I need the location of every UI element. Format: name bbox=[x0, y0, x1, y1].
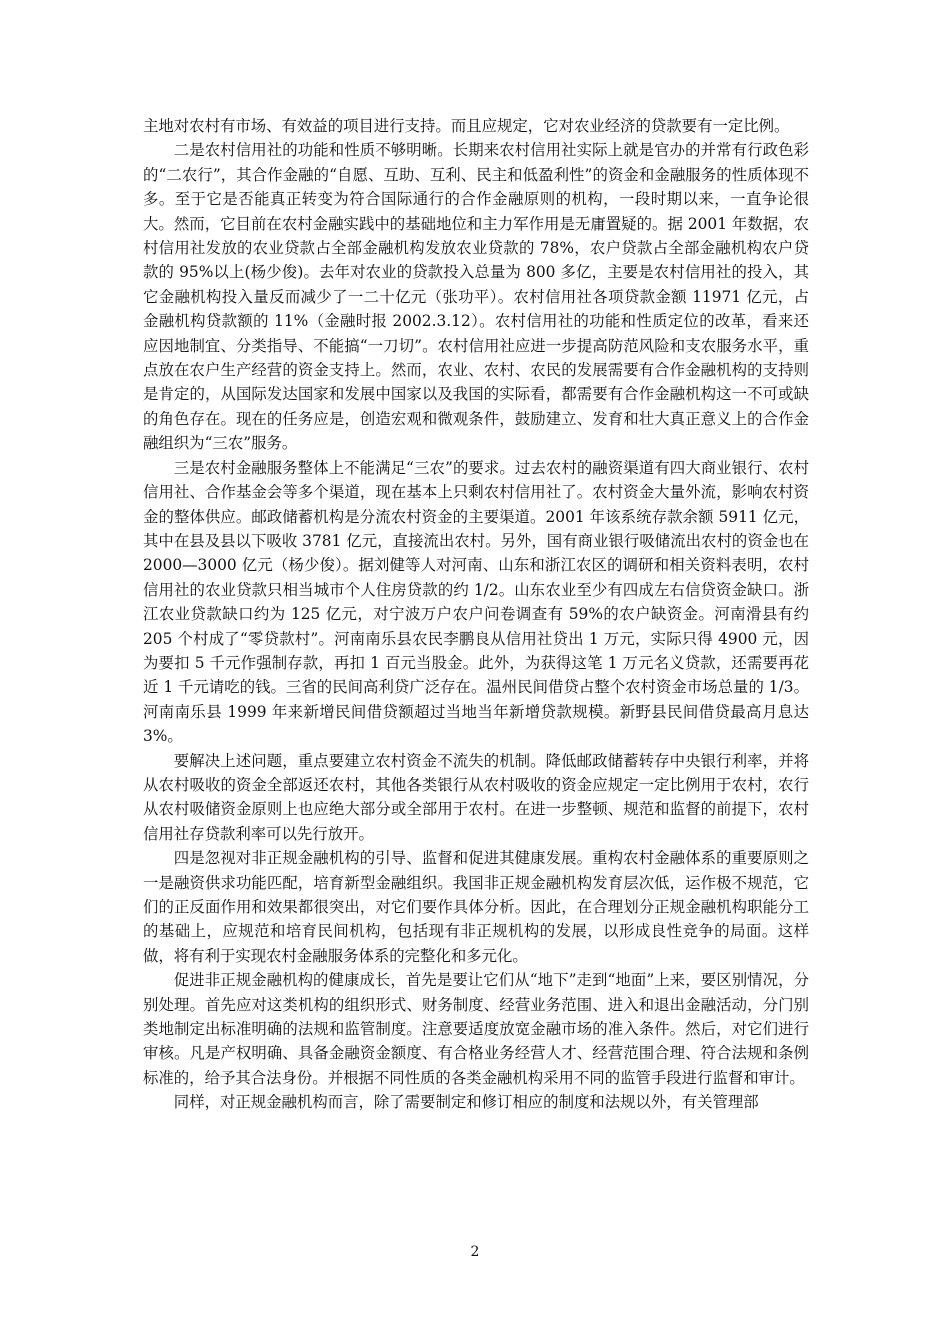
page-number: 2 bbox=[470, 1244, 480, 1260]
paragraph-credit-cooperatives: 二是农村信用社的功能和性质不够明晰。长期来农村信用社实际上就是官办的并常有行政色彩的“二农行”，其合作金融的“自愿、互助、互利、民主和低盈利性”的资金和金融服务的性质体现不多。至于它是否能真正转变为符合国际通行的合作金融原则的机构，一段时期以来，一直争论很大。然而，它目前在农村金融实践中的基础地位和主力军作用是无庸置疑的。据 2001 年数据，农村信用社发放的农业贷款占全部金融机构发放农业贷款的 78%，农户贷款占全部金融机构农户贷款的 95%以上(杨少俊)。去年对农业的贷款投入总量为 800 多亿，主要是农村信用社的投入，其它金融机构投入量反而减少了一二十亿元（张功平）。农村信用社各项贷款金额 11971 亿元，占金融机构贷款额的 11%（金融时报 2002.3.12）。农村信用社的功能和性质定位的改革，看来还应因地制宜、分类指导、不能搞“一刀切”。农村信用社应进一步提高防范风险和支农服务水平，重点放在农户生产经营的资金支持上。然而，农业、农村、农民的发展需要有合作金融机构的支持则是肯定的，从国际发达国家和发展中国家以及我国的实际看，都需要有合作金融机构这一不可或缺的角色存在。现在的任务应是，创造宏观和微观条件，鼓励建立、发育和壮大真正意义上的合作金融组织为“三农”服务。 bbox=[143, 141, 809, 453]
paragraph-continuation: 主地对农村有市场、有效益的项目进行支持。而且应规定，它对农业经济的贷款要有一定比例。 bbox=[143, 117, 790, 135]
body-text bbox=[143, 114, 809, 1115]
paragraph-rural-finance-services: 三是农村金融服务整体上不能满足“三农”的要求。过去农村的融资渠道有四大商业银行、农村信用社、合作基金会等多个渠道，现在基本上只剩农村信用社了。农村资金大量外流，影响农村资金的整体供应。邮政储蓄机构是分流农村资金的主要渠道。2001 年该系统存款余额 5911 亿元，其中在县及县以下吸收 3781 亿元，直接流出农村。另外，国有商业银行吸储流出农村的资金也在 2000—3000 亿元（杨少俊）。据刘健等人对河南、山东和浙江农区的调研和相关资料表明，农村信用社的农业贷款只相当城市个人住房贷款的约 1/2。山东农业至少有四成左右信贷资金缺口。浙江农业贷款缺口约为 125 亿元，对宁波万户农户问卷调查有 59%的农户缺资金。河南滑县有约 205 个村成了“零贷款村”。河南南乐县农民李鹏良从信用社贷出 1 万元，实际只得 4900 元，因为要扣 5 千元作强制存款，再扣 1 百元当股金。此外，为获得这笔 1 万元名义贷款，还需要再花近 1 千元请吃的钱。三省的民间高利贷广泛存在。温州民间借贷占整个农村资金市场总量的 1/3。河南南乐县 1999 年来新增民间借贷额超过当地当年新增贷款规模。新野县民间借贷最高月息达 3%。 bbox=[143, 458, 809, 746]
paragraph-informal-finance: 四是忽视对非正规金融机构的引导、监督和促进其健康发展。重构农村金融体系的重要原则之一是融资供求功能匹配，培育新型金融组织。我国非正规金融机构发育层次低，运作极不规范，它们的正反面作用和效果都很突出，对它们要作具体分析。因此，在合理划分正规金融机构职能分工的基础上，应规范和培育民间机构，包括现有非正规机构的发展，以形成良性竞争的局面。这样做，将有利于实现农村金融服务体系的完整化和多元化。 bbox=[143, 849, 809, 965]
paragraph-solution: 要解决上述问题，重点要建立农村资金不流失的机制。降低邮政储蓄转存中央银行利率，并将从农村吸收的资金全部返还农村，其他各类银行从农村吸收的资金应规定一定比例用于农村，农行从农村吸储资金原则上也应绝大部分或全部用于农村。在进一步整顿、规范和监督的前提下，农村信用社存贷款利率可以先行放开。 bbox=[143, 751, 809, 843]
paragraph-formal-institutions: 同样，对正规金融机构而言，除了需要制定和修订相应的制度和法规以外，有关管理部 bbox=[173, 1093, 759, 1112]
paragraph-promote-informal: 促进非正规金融机构的健康成长，首先是要让它们从“地下”走到“地面”上来，要区别情况，分别处理。首先应对这类机构的组织形式、财务制度、经营业务范围、进入和退出金融活动，分门别类地制定出标准明确的法规和监管制度。注意要适度放宽金融市场的准入条件。然后，对它们进行审核。凡是产权明确、具备金融资金额度、有合格业务经营人才、经营范围合理、符合法规和条例标准的，给予其合法身份。并根据不同性质的各类金融机构采用不同的监管手段进行监督和审计。 bbox=[143, 971, 809, 1087]
